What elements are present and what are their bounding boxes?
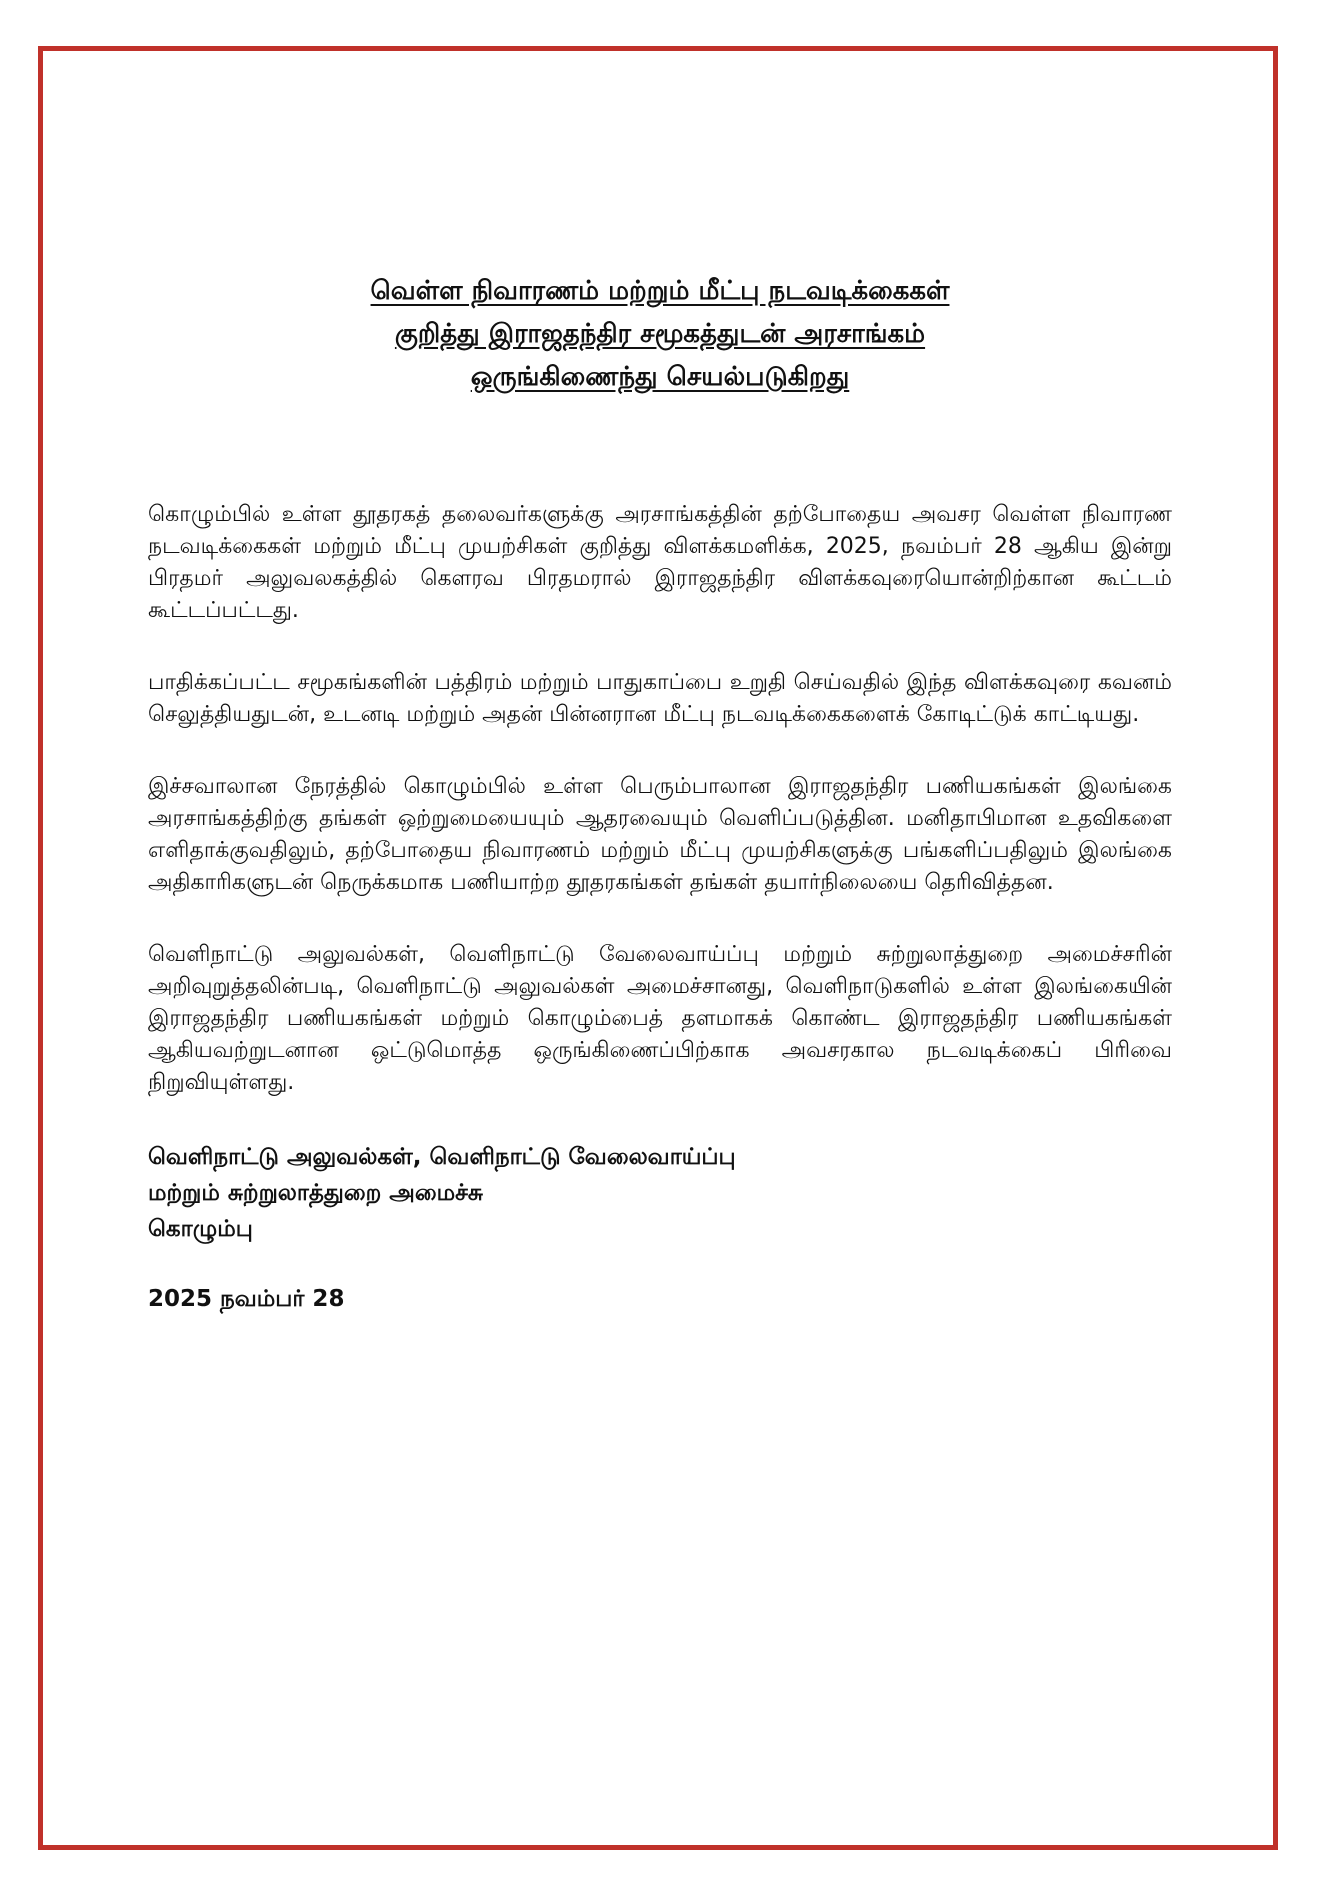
document-title [148,270,1172,399]
signature-line-2: மற்றும் சுற்றுலாத்துறை அமைச்சு [148,1180,483,1206]
title-line-3: ஒருங்கிணைந்து செயல்படுகிறது [470,362,850,392]
signature-line-1: வெளிநாட்டு அலுவல்கள், வெளிநாட்டு வேலைவாய்ப்பு [148,1144,736,1170]
signature-line-3: கொழும்பு [148,1216,253,1242]
paragraph-4: வெளிநாட்டு அலுவல்கள், வெளிநாட்டு வேலைவாய்ப்பு மற்றும் சுற்றுலாத்துறை அமைச்சரின் அறிவுறுத்தலின்படி, வெளிநாட்டு அலுவல்கள் அமைச்சானது, வெளிநாடுகளில் உள்ள இலங்கையின் இராஜதந்திர பணியகங்கள் மற்றும் கொழும்பைத் தளமாகக் கொண்ட இராஜதந்திர பணியகங்கள் ஆகியவற்றுடனான ஒட்டுமொத்த ஒருங்கிணைப்பிற்காக அவசரகால நடவடிக்கைப் பிரிவை நிறுவியுள்ளது. [148,942,1172,1095]
title-line-2: குறித்து இராஜதந்திர சமூகத்துடன் அரசாங்கம் [394,319,926,349]
press-release [148,270,1172,1317]
release-date: 2025 நவம்பர் 28 [148,1286,345,1312]
paragraph-2: பாதிக்கப்பட்ட சமூகங்களின் பத்திரம் மற்றும் பாதுகாப்பை உறுதி செய்வதில் இந்த விளக்கவுரை கவனம் செலுத்தியதுடன், உடனடி மற்றும் அதன் பின்னரான மீட்பு நடவடிக்கைகளைக் கோடிட்டுக் காட்டியது. [148,670,1172,727]
ministry-signature [148,1139,1172,1247]
title-line-1: வெள்ள நிவாரணம் மற்றும் மீட்பு நடவடிக்கைகள் [370,276,950,306]
paragraph-3: இச்சவாலான நேரத்தில் கொழும்பில் உள்ள பெரும்பாலான இராஜதந்திர பணியகங்கள் இலங்கை அரசாங்கத்திற்கு தங்கள் ஒற்றுமையையும் ஆதரவையும் வெளிப்படுத்தின. மனிதாபிமான உதவிகளை எளிதாக்குவதிலும், தற்போதைய நிவாரணம் மற்றும் மீட்பு முயற்சிகளுக்கு பங்களிப்பதிலும் இலங்கை அதிகாரிகளுடன் நெருக்கமாக பணியாற்ற தூதரகங்கள் தங்கள் தயார்நிலையை தெரிவித்தன. [148,774,1172,895]
paragraph-1: கொழும்பில் உள்ள தூதரகத் தலைவர்களுக்கு அரசாங்கத்தின் தற்போதைய அவசர வெள்ள நிவாரண நடவடிக்கைகள் மற்றும் மீட்பு முயற்சிகள் குறித்து விளக்கமளிக்க, 2025, நவம்பர் 28 ஆகிய இன்று பிரதமர் அலுவலகத்தில் கௌரவ பிரதமரால் இராஜதந்திர விளக்கவுரையொன்றிற்கான கூட்டம் கூட்டப்பட்டது. [148,502,1172,623]
